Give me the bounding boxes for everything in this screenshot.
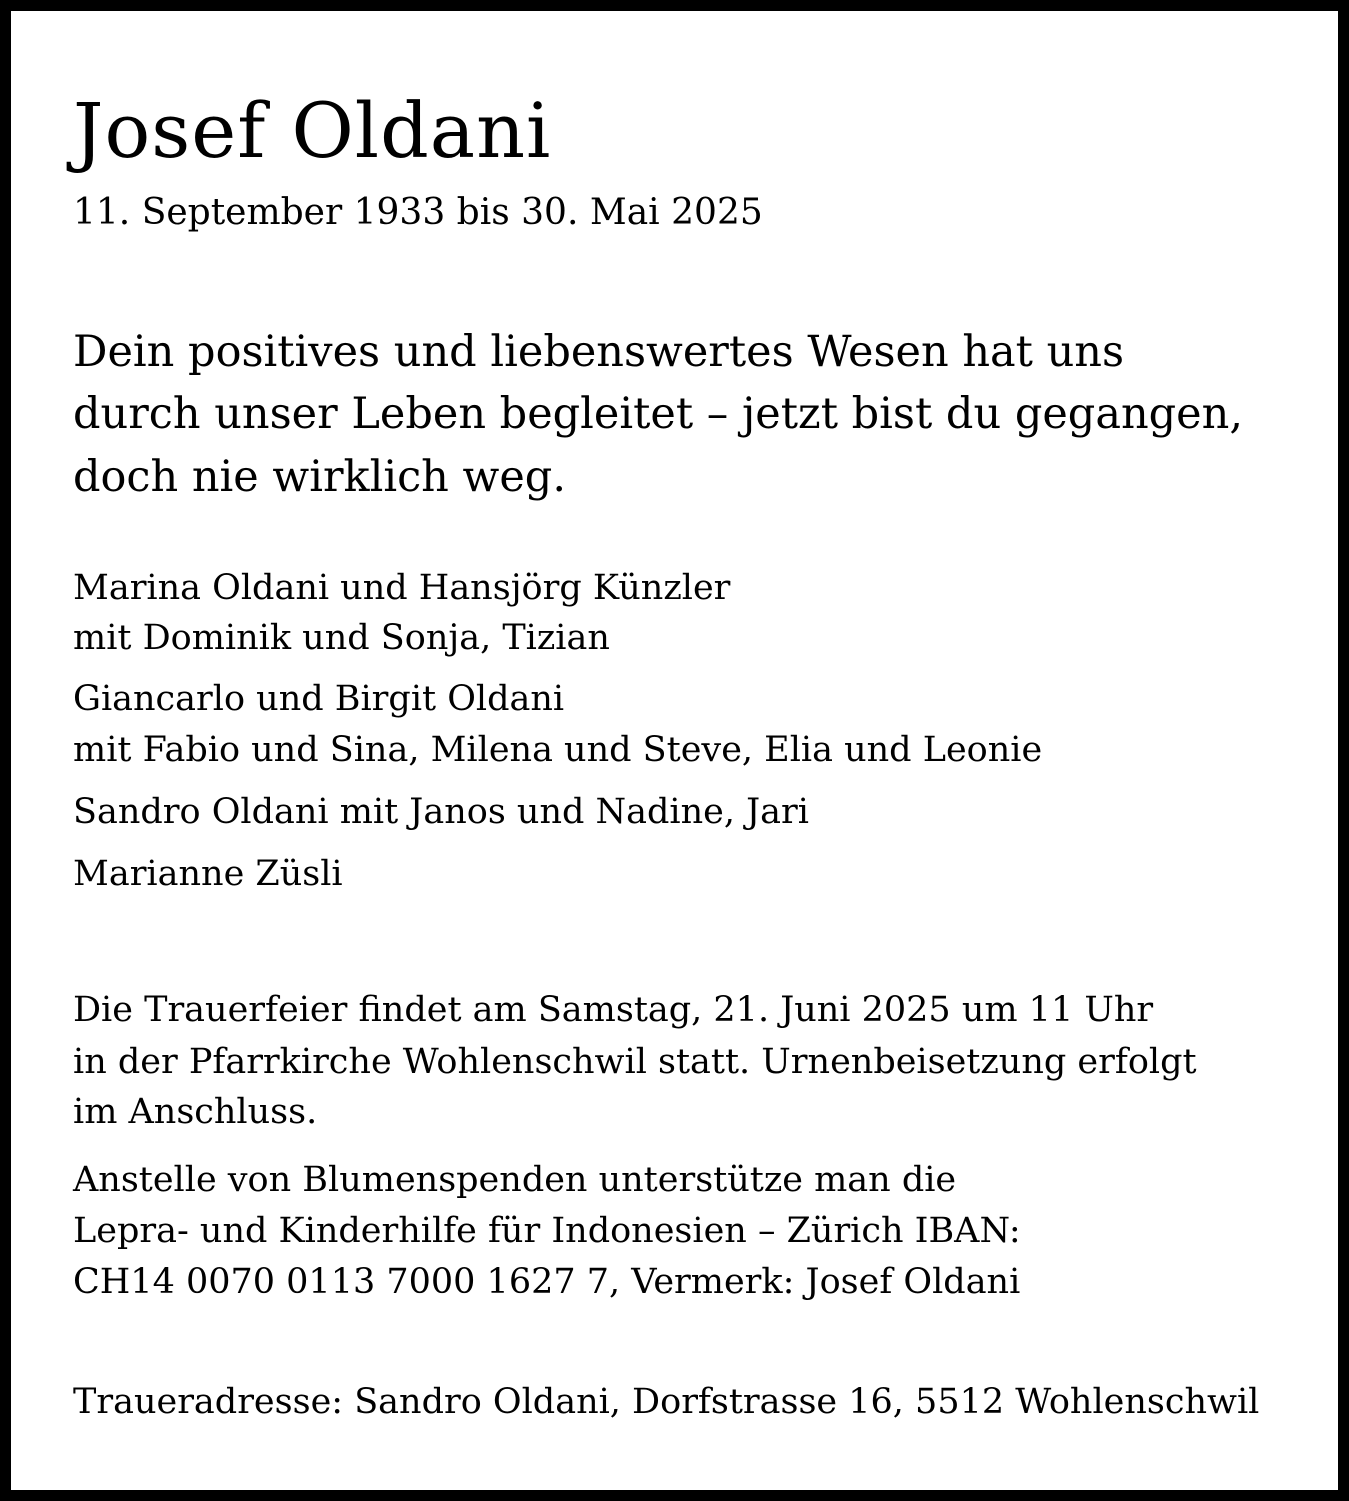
quote-line: durch unser Leben begleitet – jetzt bist du gegangen, (73, 389, 1243, 439)
service-line: in der Pfarrkirche Wohlenschwil statt. Urnenbeisetzung erfolgt (73, 1042, 1197, 1082)
family-line: Giancarlo und Birgit Oldani (73, 679, 565, 719)
family-line: mit Dominik und Sonja, Tizian (73, 618, 610, 658)
quote-line: doch nie wirklich weg. (73, 452, 566, 502)
quote-line: Dein positives und liebenswertes Wesen hat uns (73, 327, 1125, 377)
mourning-address: Traueradresse: Sandro Oldani, Dorfstrasse 16, 5512 Wohlenschwil (73, 1382, 1260, 1422)
donation-line: Anstelle von Blumenspenden unterstütze man die (73, 1160, 957, 1200)
donation-line: CH14 0070 0113 7000 1627 7, Vermerk: Josef Oldani (73, 1262, 1021, 1302)
family-line: mit Fabio und Sina, Milena und Steve, Elia und Leonie (73, 730, 1043, 770)
family-line: Sandro Oldani mit Janos und Nadine, Jari (73, 792, 809, 832)
donation-line: Lepra- und Kinderhilfe für Indonesien – Zürich IBAN: (73, 1211, 1021, 1251)
deceased-name: Josef Oldani (73, 86, 552, 175)
service-line: Die Trauerfeier findet am Samstag, 21. Juni 2025 um 11 Uhr (73, 990, 1154, 1030)
family-line: Marianne Züsli (73, 854, 343, 894)
life-dates: 11. September 1933 bis 30. Mai 2025 (73, 192, 763, 233)
family-line: Marina Oldani und Hansjörg Künzler (73, 568, 731, 608)
service-line: im Anschluss. (73, 1092, 318, 1132)
